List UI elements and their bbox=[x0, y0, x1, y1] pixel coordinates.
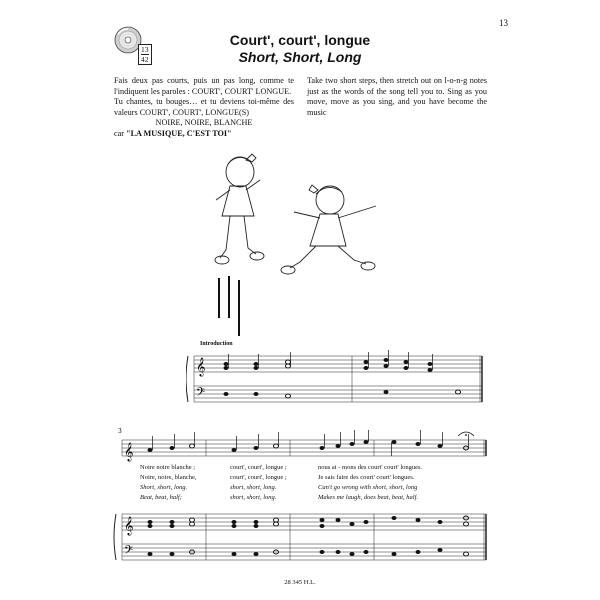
lyric-4a: Beat, beat, half; bbox=[140, 494, 182, 501]
lyric-line-2a-wrap bbox=[140, 474, 197, 481]
svg-text:𝄢: 𝄢 bbox=[124, 544, 134, 560]
lyric-line-2b-wrap bbox=[230, 474, 287, 481]
lyric-line-4b-wrap bbox=[230, 494, 276, 501]
cd-track-bottom: 42 bbox=[141, 55, 149, 64]
cd-track-box bbox=[138, 44, 152, 65]
lyric-3c: Can't go wrong with short, short, long bbox=[318, 484, 418, 491]
page-subtitle: Short, Short, Long bbox=[238, 49, 362, 65]
french-line-4-prefix: car bbox=[114, 128, 127, 138]
lyric-2c: Je sais faire des court' court' longues. bbox=[318, 474, 415, 481]
lyric-line-1b-wrap bbox=[230, 464, 287, 471]
lyric-3a: Short, short, long. bbox=[140, 484, 188, 491]
main-score-system bbox=[104, 428, 488, 578]
french-line-2: Tu chantes, tu bouges… et tu deviens toi-même des valeurs COURT', COURT', LONGUE(S) bbox=[114, 97, 294, 117]
lyric-line-2c-wrap bbox=[318, 474, 414, 481]
dancing-children-illustration bbox=[208, 150, 398, 350]
lyric-line-1 bbox=[140, 464, 195, 471]
lyric-line-1c-wrap bbox=[318, 464, 422, 471]
lyric-4b: short, short, long. bbox=[230, 494, 277, 501]
lyric-2b: court', court', longue ; bbox=[230, 474, 287, 481]
svg-text:𝄢: 𝄢 bbox=[196, 386, 206, 402]
french-instructions bbox=[114, 76, 294, 140]
cd-track-top: 13 bbox=[141, 45, 149, 54]
lyric-line-3b-wrap bbox=[230, 484, 276, 491]
french-line-4 bbox=[114, 129, 294, 140]
introduction-label: Introduction bbox=[200, 341, 233, 347]
lyric-3b: short, short, long. bbox=[230, 484, 277, 491]
page-title: Court', court', longue bbox=[229, 32, 371, 48]
lyric-line-4c-wrap bbox=[318, 494, 418, 501]
french-line-3: NOIRE, NOIRE, BLANCHE bbox=[155, 118, 253, 128]
lyric-4c: Makes me laugh, does beat, beat, half. bbox=[318, 494, 419, 501]
lyric-1a: Noire noire blanche ; bbox=[140, 464, 196, 471]
svg-text:𝄞: 𝄞 bbox=[196, 357, 206, 376]
lyric-line-3c-wrap bbox=[318, 484, 417, 491]
french-line-1: Fais deux pas courts, puis un pas long, comme te l'indiquent les paroles : COURT', COURT' LONGUE. bbox=[114, 76, 294, 96]
measure-number-text: 3 bbox=[118, 428, 122, 435]
svg-text:𝄞: 𝄞 bbox=[124, 442, 134, 461]
lyric-1b: court', court', longue ; bbox=[230, 464, 287, 471]
catalog-footer: 28 345 H.L. bbox=[284, 579, 316, 586]
english-instructions: Take two short steps, then stretch out on l-o-n-g notes just as the words of the song tell you to. Sing as you move, move as you sing, and you have become the music bbox=[307, 76, 487, 117]
lyric-line-3a-wrap bbox=[140, 484, 187, 491]
lyric-line-4a-wrap bbox=[140, 494, 182, 501]
intro-score-system bbox=[186, 348, 484, 412]
french-line-4-bold: "LA MUSIQUE, C'EST TOI" bbox=[126, 128, 232, 138]
lyric-2a: Noire, noire, blanche, bbox=[140, 474, 197, 481]
lyric-1c: nous ai - mons des court' court' longues. bbox=[318, 464, 423, 471]
svg-text:𝄞: 𝄞 bbox=[124, 516, 134, 535]
page-number: 13 bbox=[499, 18, 508, 28]
